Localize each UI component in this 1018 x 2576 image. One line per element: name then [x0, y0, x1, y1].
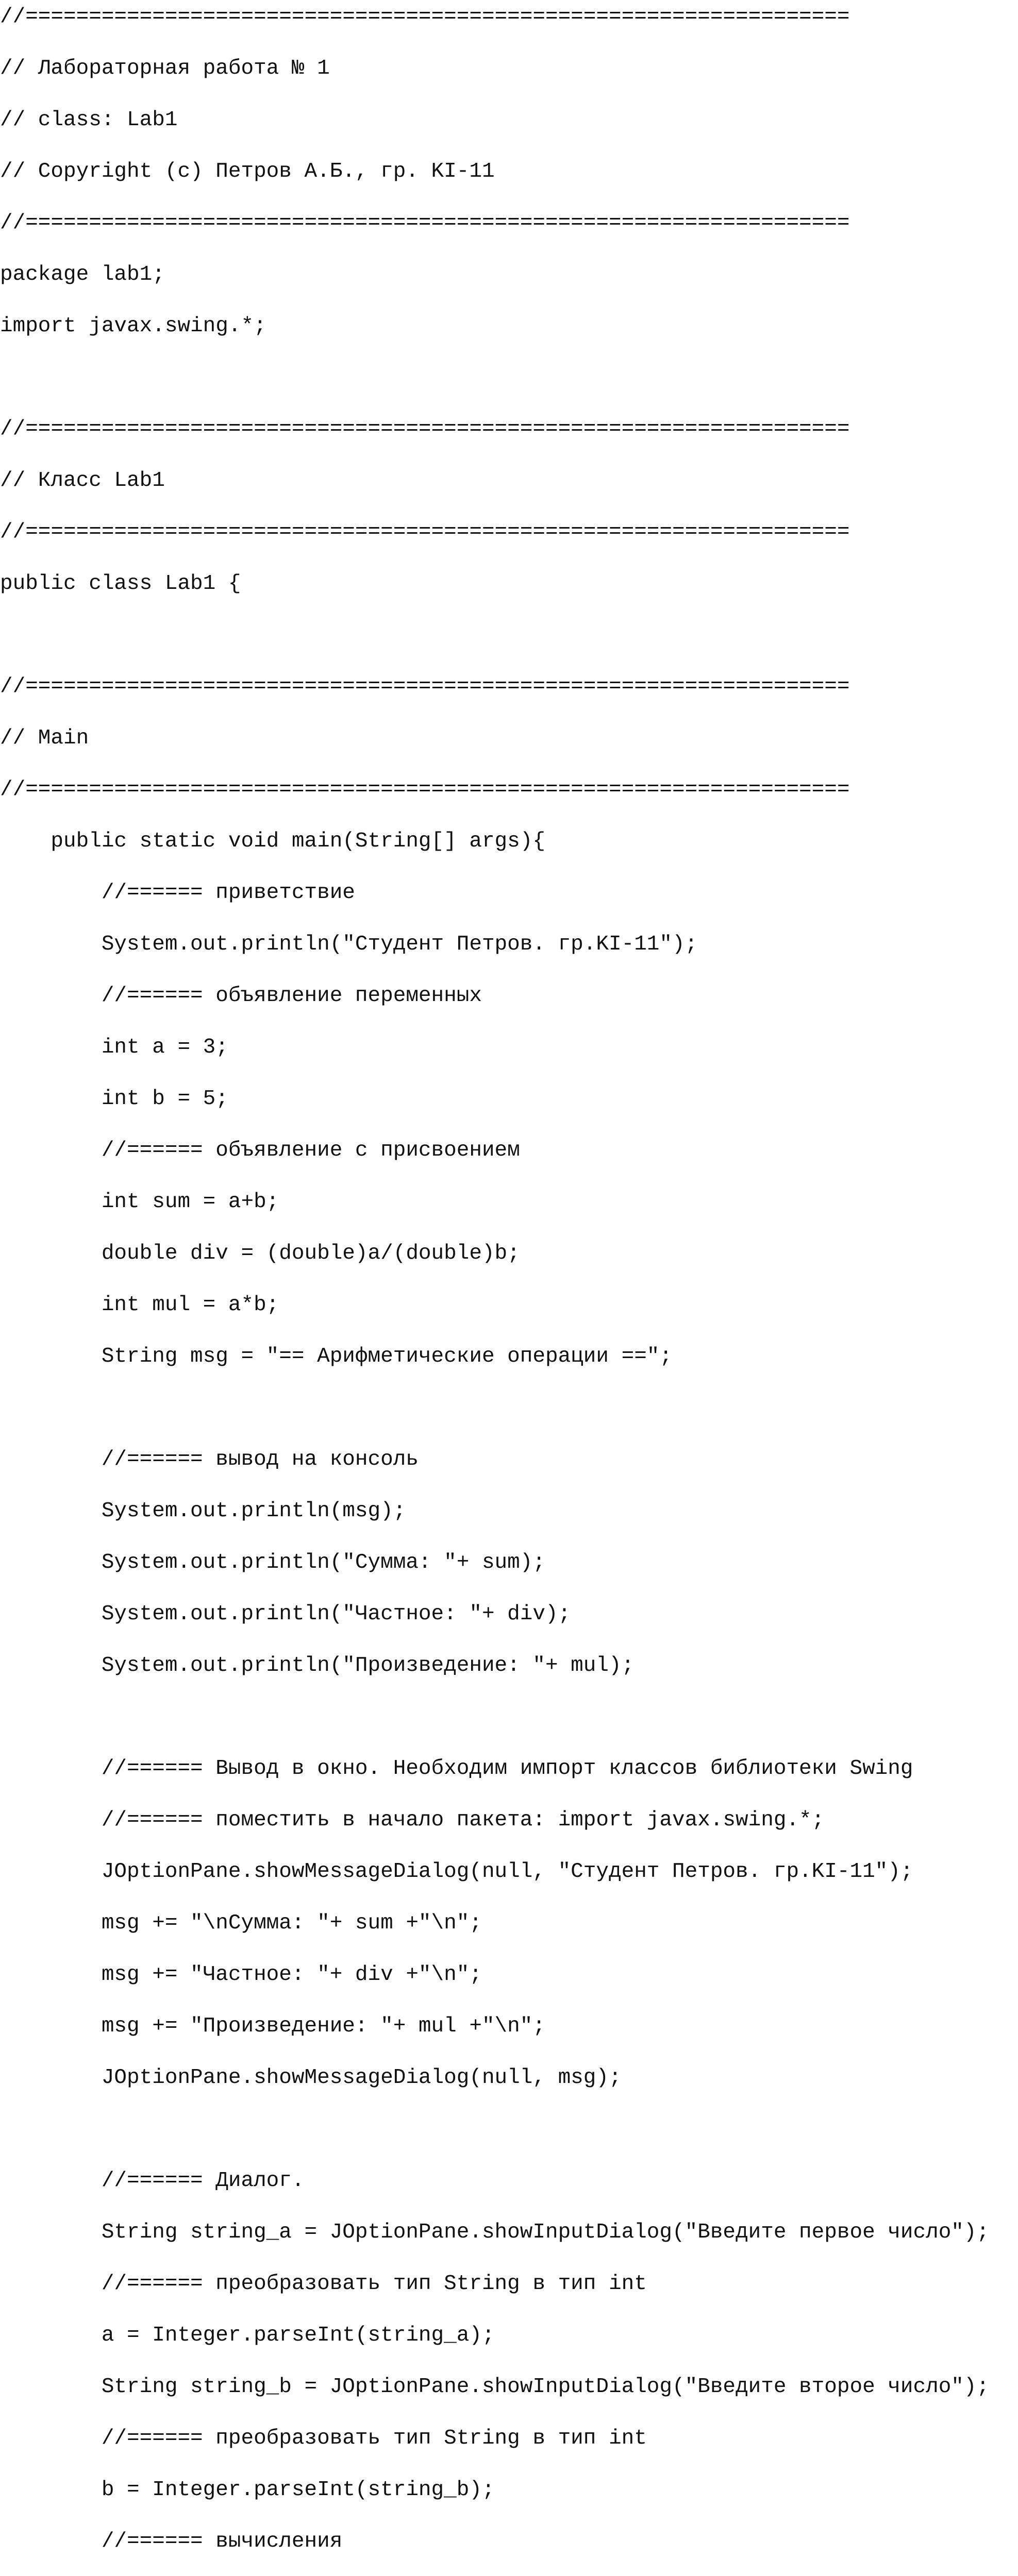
code-line: //====== приветствие — [0, 881, 355, 905]
code-line: //====== поместить в начало пакета: import javax.swing.*; — [0, 1808, 825, 1832]
code-line: //====== Вывод в окно. Необходим импорт классов библиотеки Swing — [0, 1757, 913, 1781]
code-line: String string_a = JOptionPane.showInputDialog("Введите первое число"); — [0, 2221, 990, 2244]
code-line — [0, 1395, 1002, 1421]
code-line: System.out.println("Произведение: "+ mul); — [0, 1654, 635, 1677]
code-line: a = Integer.parseInt(string_a); — [0, 2324, 495, 2347]
code-line: int a = 3; — [0, 1036, 228, 1059]
code-line: JOptionPane.showMessageDialog(null, msg); — [0, 2066, 622, 2090]
code-line: JOptionPane.showMessageDialog(null, "Студент Петров. гр.KI-11"); — [0, 1860, 913, 1884]
code-line: //====== объявление переменных — [0, 984, 482, 1008]
code-line: public class Lab1 { — [0, 572, 241, 596]
code-line: //================================================================= — [0, 675, 850, 699]
code-line: //====== объявление с присвоением — [0, 1139, 520, 1162]
code-line: // Лабораторная работа № 1 — [0, 57, 330, 80]
code-line: //================================================================= — [0, 520, 850, 544]
code-line: double div = (double)a/(double)b; — [0, 1242, 520, 1265]
code-line: int mul = a*b; — [0, 1293, 279, 1317]
code-line: //================================================================= — [0, 5, 850, 29]
code-line: //====== вычисления — [0, 2530, 343, 2553]
code-line: // Main — [0, 726, 89, 750]
code-line: System.out.println("Частное: "+ div); — [0, 1602, 571, 1626]
code-line: System.out.println(msg); — [0, 1499, 406, 1523]
code-line: //================================================================= — [0, 211, 850, 235]
code-line — [0, 622, 1002, 648]
code-line: //================================================================= — [0, 778, 850, 802]
code-line: //====== преобразовать тип String в тип int — [0, 2272, 647, 2296]
code-line: msg += "\nСумма: "+ sum +"\n"; — [0, 1911, 482, 1935]
code-line: public static void main(String[] args){ — [0, 829, 545, 853]
code-line: String msg = "== Арифметические операции =="; — [0, 1345, 673, 1368]
code-line: int b = 5; — [0, 1087, 228, 1111]
code-line: System.out.println("Студент Петров. гр.KI-11"); — [0, 933, 698, 956]
code-line: //====== Диалог. — [0, 2169, 305, 2193]
code-line — [0, 2116, 1002, 2142]
code-line: b = Integer.parseInt(string_b); — [0, 2478, 495, 2502]
code-line: msg += "Произведение: "+ mul +"\n"; — [0, 2014, 545, 2038]
code-line: String string_b = JOptionPane.showInputDialog("Введите второе число"); — [0, 2375, 990, 2399]
code-line: //====== вывод на консоль — [0, 1448, 419, 1471]
code-listing — [0, 4, 1002, 2576]
code-line — [0, 1704, 1002, 1730]
code-line: package lab1; — [0, 263, 165, 286]
code-line: // Класс Lab1 — [0, 469, 165, 493]
code-line: System.out.println("Сумма: "+ sum); — [0, 1551, 545, 1574]
code-line: int sum = a+b; — [0, 1190, 279, 1214]
code-line: // Copyright (c) Петров А.Б., гр. KI-11 — [0, 160, 495, 183]
code-line: // class: Lab1 — [0, 108, 178, 132]
code-line — [0, 365, 1002, 391]
code-line: //================================================================= — [0, 417, 850, 441]
code-line: msg += "Частное: "+ div +"\n"; — [0, 1963, 482, 1987]
code-line: //====== преобразовать тип String в тип int — [0, 2427, 647, 2450]
code-line: import javax.swing.*; — [0, 314, 266, 338]
